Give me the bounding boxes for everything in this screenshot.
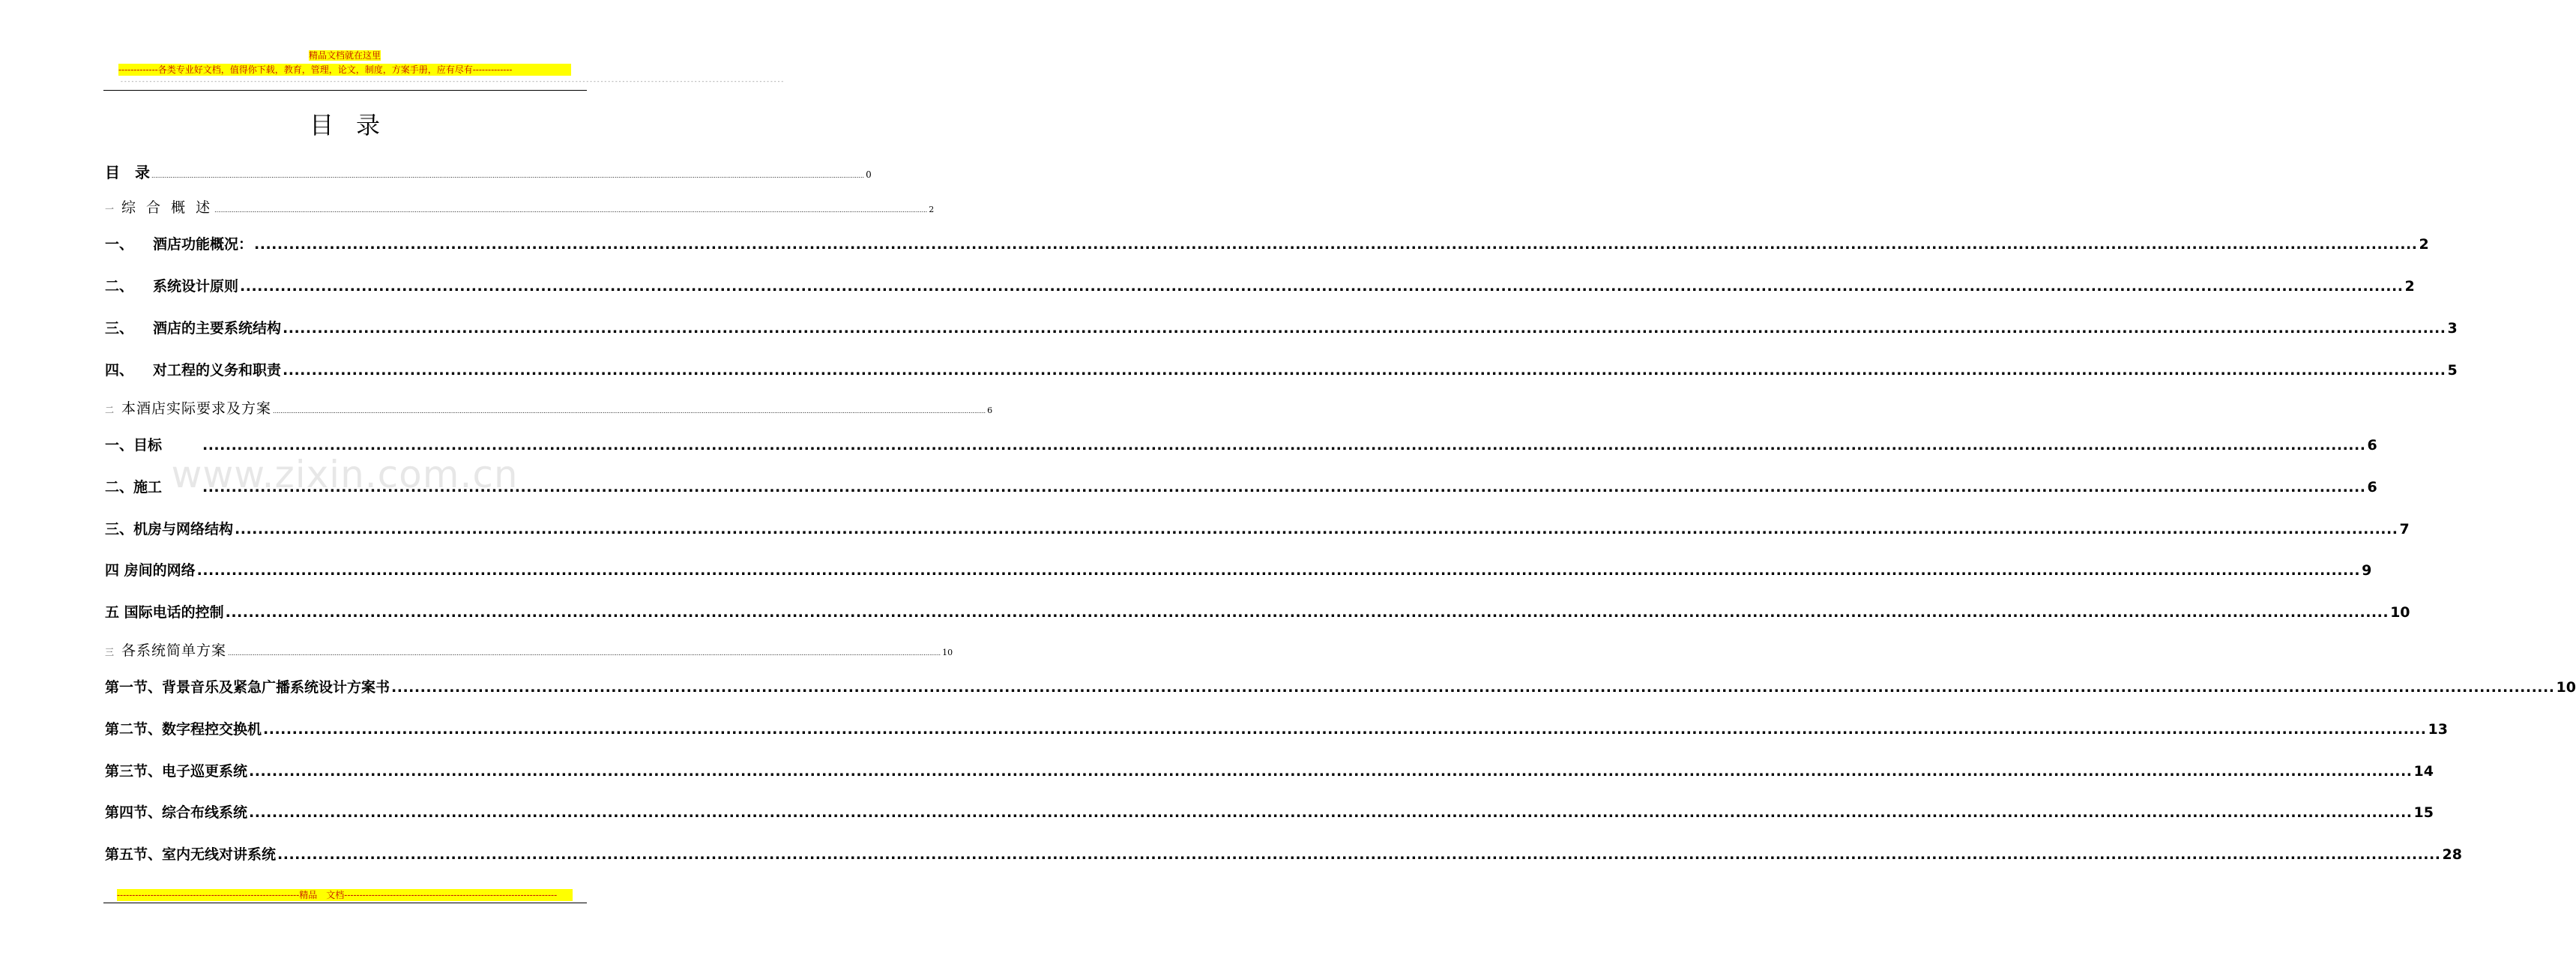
toc-page: 9	[2362, 562, 2372, 579]
toc-label: 一、目标	[105, 437, 163, 454]
toc-label: 各系统简单方案	[121, 642, 227, 659]
toc-page: 14	[2413, 763, 2434, 780]
toc-label: 第二节、数字程控交换机	[105, 721, 262, 738]
toc-label: 目 录	[105, 163, 150, 181]
toc-page: 6	[2367, 479, 2377, 495]
toc-part-3[interactable]	[105, 639, 953, 660]
header-banner-dashes-left: -------------	[118, 64, 158, 75]
page-title: 目录	[309, 111, 402, 139]
toc-item-2-1[interactable]	[105, 434, 2377, 454]
toc-item-1-2[interactable]	[105, 275, 2415, 295]
toc-page: 0	[866, 169, 872, 180]
toc-leader	[273, 408, 986, 415]
toc-label: 综 合 概 述	[121, 199, 214, 216]
footer-dashes-right: ----------------------------------------------------------------------	[344, 890, 558, 900]
toc-item-3-1[interactable]	[105, 676, 2576, 696]
toc-label: 五 国际电话的控制	[105, 604, 224, 621]
toc-label: 第一节、背景音乐及紧急广播系统设计方案书	[105, 679, 390, 696]
toc-page: 2	[2419, 236, 2429, 253]
toc-part-num: 一	[105, 204, 115, 214]
toc-page: 10	[2556, 679, 2576, 696]
toc-part-num: 三	[105, 647, 115, 657]
toc-leader	[235, 521, 2398, 537]
toc-page: 28	[2442, 846, 2462, 863]
toc-page: 6	[987, 406, 993, 415]
toc-label: 第三节、电子巡更系统	[105, 763, 248, 780]
toc-page: 15	[2413, 804, 2434, 821]
toc-leader	[228, 650, 941, 657]
toc-leader	[391, 679, 2554, 696]
toc-part-num: 二	[105, 405, 115, 415]
toc-page: 5	[2447, 362, 2458, 379]
toc-label: 本酒店实际要求及方案	[121, 400, 272, 417]
toc-leader	[202, 479, 2365, 495]
toc-label: 第四节、综合布线系统	[105, 804, 248, 821]
toc-item-2-2[interactable]	[105, 476, 2377, 496]
toc-item-num: 二、	[105, 278, 134, 295]
toc-label: 二、施工	[105, 479, 163, 495]
toc-label: 第五节、室内无线对讲系统	[105, 846, 277, 863]
toc-item-1-4[interactable]	[105, 359, 2458, 379]
toc-leader	[254, 236, 2417, 253]
toc-item-2-5[interactable]	[105, 601, 2410, 621]
toc-item-3-3[interactable]	[105, 760, 2434, 780]
toc-leader	[263, 721, 2426, 738]
footer-dashes-left: ------------------------------------------------------------	[117, 890, 300, 900]
header-banner-dashes-right: -------------	[472, 64, 513, 75]
toc-leader	[240, 278, 2403, 295]
toc-page: 2	[2404, 278, 2415, 295]
toc-part-2[interactable]	[105, 397, 993, 418]
toc-leader	[249, 804, 2412, 821]
header-dash-line: ----------------------------------------------------------------------------------------------------------------------------------------------------------------------------------------	[120, 78, 785, 85]
toc-page: 13	[2428, 721, 2448, 738]
header-label-text: 精品文档就在这里	[308, 50, 381, 61]
toc-item-2-4[interactable]	[105, 559, 2372, 579]
toc-page: 7	[2399, 521, 2410, 537]
toc-label: 酒店功能概况：	[153, 236, 253, 253]
footer-banner	[117, 889, 573, 901]
toc-item-1-3[interactable]	[105, 317, 2458, 337]
toc-item-num: 四、	[105, 362, 134, 379]
toc-leader	[277, 846, 2440, 863]
toc-item-3-2[interactable]	[105, 718, 2448, 738]
toc-label: 酒店的主要系统结构	[153, 320, 282, 337]
toc-leader	[283, 320, 2446, 337]
footer-label: 精品 文档	[299, 890, 345, 900]
toc-leader	[151, 172, 864, 179]
toc-page: 10	[942, 648, 953, 657]
toc-item-num: 一、	[105, 236, 134, 253]
toc-page: 3	[2447, 320, 2458, 337]
toc-page: 6	[2367, 437, 2377, 454]
header-rule	[103, 90, 587, 91]
toc-entry-contents[interactable]	[105, 160, 872, 182]
toc-leader	[202, 437, 2365, 454]
toc-page: 2	[929, 205, 935, 214]
toc-leader	[214, 207, 927, 214]
header-banner	[118, 64, 571, 76]
header-banner-text: 各类专业好文档，值得你下载，教育，管理，论文，制度，方案手册，应有尽有	[157, 64, 473, 75]
toc-page: 10	[2390, 604, 2410, 621]
toc-label: 三、机房与网络结构	[105, 521, 234, 537]
toc-item-1-1[interactable]	[105, 233, 2429, 253]
watermark: www.zixin.com.cn	[171, 453, 519, 496]
toc-item-2-3[interactable]	[105, 518, 2410, 538]
toc-label: 系统设计原则	[153, 278, 239, 295]
toc-leader	[197, 562, 2360, 579]
toc-label: 四 房间的网络	[105, 562, 196, 579]
toc-item-num: 三、	[105, 320, 134, 337]
toc-part-1[interactable]	[105, 196, 935, 217]
toc-item-3-4[interactable]	[105, 801, 2434, 822]
toc-leader	[226, 604, 2389, 621]
toc-item-3-5[interactable]	[105, 843, 2462, 864]
toc-leader	[249, 763, 2412, 780]
toc-label: 对工程的义务和职责	[153, 362, 282, 379]
header-label	[0, 49, 690, 61]
toc-leader	[283, 362, 2446, 379]
